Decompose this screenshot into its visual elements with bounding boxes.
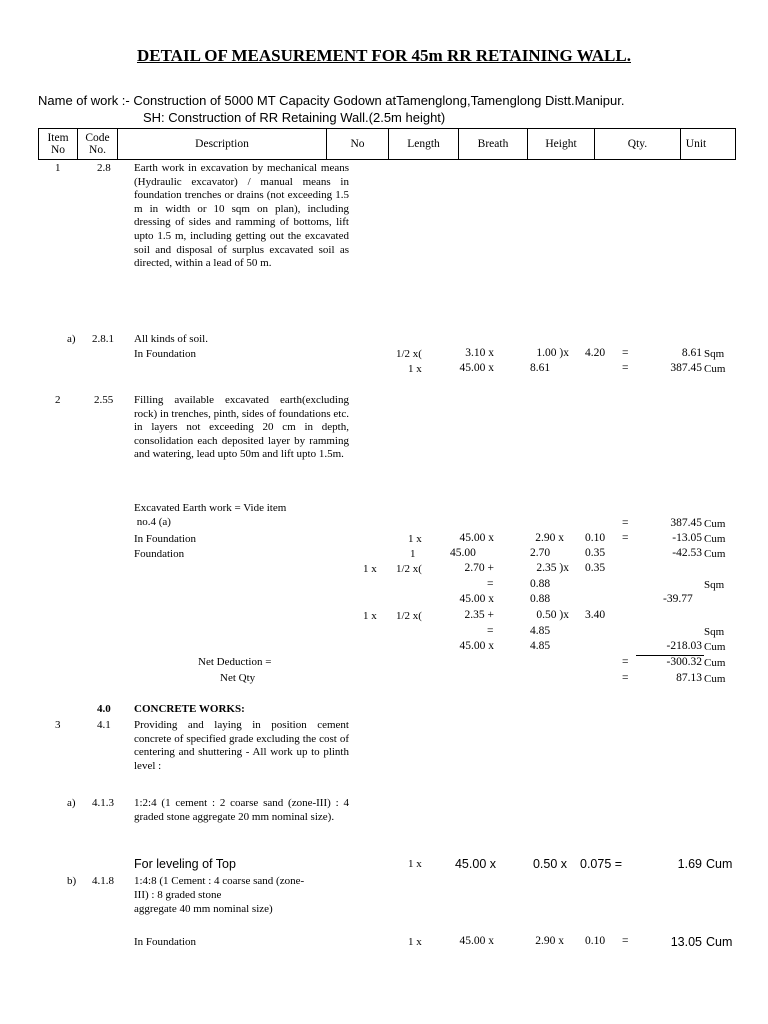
net-qty-label: Net Qty	[220, 672, 256, 684]
cell-no: 1 x	[408, 936, 422, 948]
cell-qty: -42.53	[672, 547, 702, 559]
cell-unit: Cum	[704, 363, 726, 375]
sub-item-no: b)	[67, 875, 77, 887]
cell-breath: 4.85	[530, 625, 551, 637]
cell-no: 1/2 x(	[396, 348, 422, 360]
row-label: In Foundation	[134, 533, 197, 545]
cell-height: 0.10	[585, 935, 606, 947]
section-code: 4.0	[97, 703, 111, 715]
cell-length: 2.35 +	[464, 609, 494, 621]
cell-length: 45.00 x	[459, 532, 494, 544]
cell-breath: 2.70	[530, 547, 551, 559]
cell-height: 0.35	[585, 562, 606, 574]
item-no: 2	[55, 394, 61, 406]
item-description: III) : 8 graded stone	[134, 889, 222, 901]
cell-qty: 8.61	[681, 347, 702, 359]
cell-eq: =	[622, 672, 629, 684]
code-no: 2.55	[94, 394, 114, 406]
cell-breath: 0.50 )x	[536, 609, 569, 621]
item-description: 1:4:8 (1 Cement : 4 coarse sand (zone-	[134, 875, 305, 887]
cell-unit: Sqm	[704, 348, 725, 360]
cell-height: 0.075 =	[580, 857, 623, 871]
net-qty-value: 87.13	[676, 672, 702, 684]
cell-no: 1 x	[408, 533, 422, 545]
cell-unit: Sqm	[704, 626, 725, 638]
cell-length: 2.70 +	[464, 562, 494, 574]
header-qty: Qty.	[595, 129, 681, 159]
net-deduction-label: Net Deduction =	[198, 656, 272, 668]
row-label: In Foundation	[134, 348, 197, 360]
net-deduction-qty: -300.32	[666, 656, 702, 668]
reference-text: no.4 (a)	[134, 516, 171, 528]
item-no: 3	[55, 719, 61, 731]
sub-item-no: a)	[67, 333, 76, 345]
cell-qty: 387.45	[670, 517, 702, 529]
cell-breath: 2.90 x	[535, 532, 564, 544]
cell-qty: -218.03	[666, 640, 702, 652]
cell-unit: Cum	[704, 641, 726, 653]
item-description: 1:2:4 (1 cement : 2 coarse sand (zone-III) : 4 graded stone aggregate 20 mm nominal size).	[134, 797, 349, 823]
cell-eq: =	[622, 517, 629, 529]
sub-item-no: a)	[67, 797, 76, 809]
code-no: 2.8.1	[92, 333, 114, 345]
header-item-no: Item No	[39, 129, 78, 159]
cell-length: 45.00 x	[459, 362, 494, 374]
cell-length: 3.10 x	[465, 347, 494, 359]
cell-no: 1/2 x(	[396, 610, 422, 622]
section-heading: CONCRETE WORKS:	[134, 703, 245, 715]
item-description: aggregate 40 mm nominal size)	[134, 903, 273, 915]
cell-multiplier: 1 x	[363, 610, 377, 622]
cell-unit: Cum	[704, 518, 726, 530]
item-description: All kinds of soil.	[134, 333, 208, 345]
cell-unit: Cum	[704, 673, 726, 685]
cell-qty: 1.69	[677, 857, 702, 871]
cell-no: 1 x	[408, 858, 422, 870]
header-code-no: Code No.	[78, 129, 118, 159]
header-height: Height	[528, 129, 595, 159]
cell-unit: Cum	[704, 533, 726, 545]
cell-unit: Cum	[706, 935, 733, 949]
cell-unit: Sqm	[704, 579, 725, 591]
cell-qty: 387.45	[670, 362, 702, 374]
cell-breath: 0.88	[530, 593, 551, 605]
item-description: Earth work in excavation by mechanical means (Hydraulic excavator) / manual means in foundation trenches or drains (not exceeding 1.5 m in width or 10 sqm on plan), including dressing of sides and ramming of bottoms, lift upto 1.5 m, including getting out the excavated soil and disposal of surplus excavated soil as directed, within a lead of 50 m.	[134, 162, 349, 270]
item-no: 1	[55, 162, 61, 174]
cell-multiplier: 1 x	[363, 563, 377, 575]
cell-qty: -13.05	[672, 532, 702, 544]
name-of-work: Name of work :- Construction of 5000 MT Capacity Godown atTamenglong,Tamenglong Distt.Manipur.	[38, 93, 625, 108]
cell-length: 45.00	[450, 547, 476, 559]
cell-height: 0.10	[585, 532, 606, 544]
cell-length: 45.00 x	[459, 640, 494, 652]
header-length: Length	[389, 129, 459, 159]
code-no: 2.8	[97, 162, 111, 174]
sub-head: SH: Construction of RR Retaining Wall.(2.5m height)	[143, 110, 446, 125]
cell-unit: Cum	[704, 657, 726, 669]
header-breath: Breath	[459, 129, 528, 159]
table-header	[38, 128, 736, 160]
cell-height: 3.40	[585, 609, 606, 621]
cell-eq: =	[487, 625, 494, 637]
reference-text: Excavated Earth work = Vide item	[134, 502, 287, 514]
cell-eq: =	[622, 347, 629, 359]
cell-breath: 8.61	[530, 362, 551, 374]
cell-breath: 4.85	[530, 640, 551, 652]
cell-eq: =	[622, 362, 629, 374]
cell-eq: =	[622, 935, 629, 947]
code-no: 4.1.8	[92, 875, 114, 887]
cell-breath: 0.50 x	[532, 857, 567, 871]
cell-breath: 2.35 )x	[536, 562, 569, 574]
cell-no: 1/2 x(	[396, 563, 422, 575]
header-description: Description	[118, 129, 327, 159]
cell-qty: -39.77	[663, 593, 693, 605]
cell-length: 45.00 x	[459, 935, 494, 947]
header-no: No	[327, 129, 389, 159]
cell-qty: 13.05	[670, 935, 702, 949]
cell-breath: 2.90 x	[535, 935, 564, 947]
cell-no: 1 x	[408, 363, 422, 375]
cell-breath: 0.88	[530, 578, 551, 590]
row-label: For leveling of Top	[134, 857, 236, 871]
cell-eq: =	[487, 578, 494, 590]
cell-height: 4.20	[585, 347, 606, 359]
header-unit: Unit	[685, 138, 707, 150]
page-title: DETAIL OF MEASUREMENT FOR 45m RR RETAINING WALL.	[136, 46, 631, 65]
cell-length: 45.00 x	[454, 857, 496, 871]
row-label: Foundation	[134, 548, 185, 560]
cell-height: 0.35	[585, 547, 606, 559]
cell-eq: =	[622, 656, 629, 668]
code-no: 4.1.3	[92, 797, 114, 809]
cell-unit: Cum	[704, 548, 726, 560]
cell-unit: Cum	[706, 857, 733, 871]
code-no: 4.1	[97, 719, 111, 731]
cell-eq: =	[622, 532, 629, 544]
cell-no: 1	[410, 548, 416, 560]
item-description: Providing and laying in position cement concrete of specified grade excluding the cost of centering and shuttering - All work up to plinth level :	[134, 719, 349, 772]
cell-length: 45.00 x	[459, 593, 494, 605]
cell-breath: 1.00 )x	[536, 347, 569, 359]
row-label: In Foundation	[134, 936, 197, 948]
item-description: Filling available excavated earth(excluding rock) in trenches, pinth, sides of foundations etc. in layers not exceeding 20 cm in depth, consolidation each deposited layer by ramming and watering, lead upto 50m and lift upto 1.5m.	[134, 394, 349, 461]
